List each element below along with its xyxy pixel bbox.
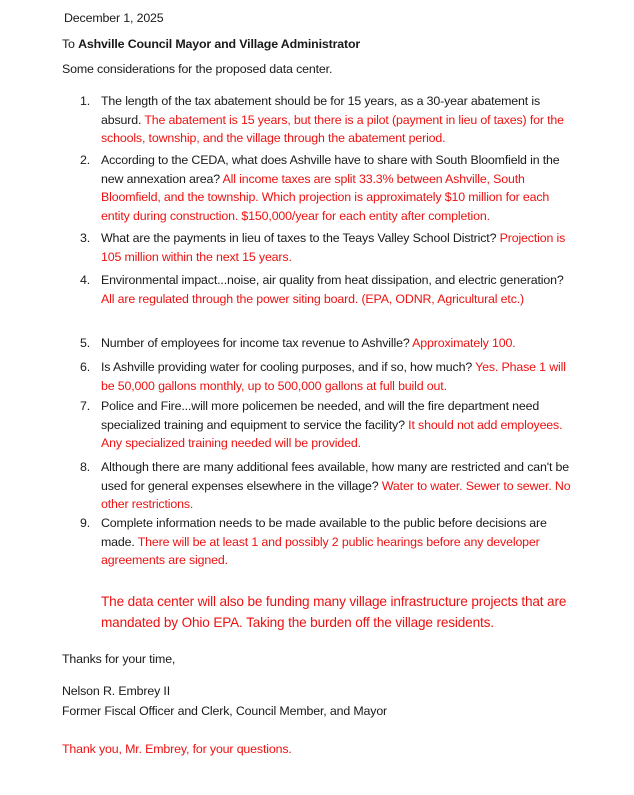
item-answer: Approximately 100.	[412, 336, 516, 350]
item-question: Is Ashville providing water for cooling purposes, and if so, how much?	[101, 360, 473, 374]
to-prefix: To	[62, 37, 79, 51]
item-answer: It should not add employees. Any specialized training needed will be provided.	[101, 417, 563, 451]
item-answer: The abatement is 15 years, but there is a pilot (payment in lieu of taxes) for the schools, township, and the village through the abatement period.	[101, 112, 564, 146]
item-number: 6.	[80, 360, 91, 374]
item-answer: Projection is 105 million within the next 15 years.	[101, 231, 566, 264]
list-item	[80, 397, 572, 453]
recipient: Ashville Council Mayor and Village Administrator	[78, 37, 361, 51]
item-question: Environmental impact...noise, air quality from heat dissipation, and electric generation?	[101, 273, 564, 287]
item-answer: All income taxes are split 33.3% between Ashville, South Bloomfield, and the township. Which projection is approximately $10 million for each entity during construction. $150,000/year for each entity after completion.	[101, 171, 550, 223]
item-number: 7.	[80, 399, 91, 413]
list-item	[80, 334, 572, 353]
item-question: Complete information needs to be made available to the public before decisions are made.	[101, 516, 547, 549]
closing-note: The data center will also be funding many village infrastructure projects that are mandated by Ohio EPA. Taking the burden off the village residents.	[101, 594, 567, 630]
thanks-line: Thanks for your time,	[62, 652, 176, 666]
item-number: 2.	[80, 153, 91, 167]
item-number: 9.	[80, 516, 91, 530]
item-answer: There will be at least 1 and possibly 2 public hearings before any developer agreements are signed.	[101, 534, 540, 568]
item-number: 5.	[80, 336, 91, 350]
item-answer: Yes. Phase 1 will be 50,000 gallons monthly, up to 500,000 gallons at full build out.	[101, 360, 566, 393]
list-item	[80, 358, 572, 395]
intro-text: Some considerations for the proposed data center.	[62, 62, 333, 76]
list-item	[80, 271, 572, 308]
letter-date: December 1, 2025	[64, 11, 164, 25]
item-question: What are the payments in lieu of taxes to the Teays Valley School District?	[101, 231, 497, 245]
item-number: 8.	[80, 460, 91, 474]
item-question: According to the CEDA, what does Ashville have to share with South Bloomfield in the new annexation area?	[101, 153, 560, 186]
item-number: 4.	[80, 273, 91, 287]
item-question: Although there are many additional fees available, how many are restricted and can't be used for general expenses elsewhere in the village?	[101, 460, 570, 493]
item-question: The length of the tax abatement should be for 15 years, as a 30-year abatement is absurd.	[101, 94, 541, 127]
list-item	[80, 151, 572, 225]
item-number: 3.	[80, 231, 91, 245]
item-question: Number of employees for income tax revenue to Ashville?	[101, 336, 410, 350]
signer-name: Nelson R. Embrey II	[62, 684, 171, 698]
list-item	[80, 229, 572, 266]
item-answer: Water to water. Sewer to sewer. No other restrictions.	[101, 478, 571, 512]
item-number: 1.	[80, 94, 91, 108]
list-item	[80, 458, 572, 514]
list-item	[80, 514, 572, 570]
item-answer: All are regulated through the power siting board. (EPA, ODNR, Agricultural etc.)	[101, 291, 525, 306]
signer-title: Former Fiscal Officer and Clerk, Council Member, and Mayor	[62, 704, 388, 718]
reply-thanks: Thank you, Mr. Embrey, for your questions.	[62, 742, 292, 756]
recipient-line	[62, 37, 360, 51]
item-question: Police and Fire...will more policemen be needed, and will the fire department need specialized training and equipment to service the facility?	[101, 399, 540, 432]
list-item	[80, 92, 572, 148]
